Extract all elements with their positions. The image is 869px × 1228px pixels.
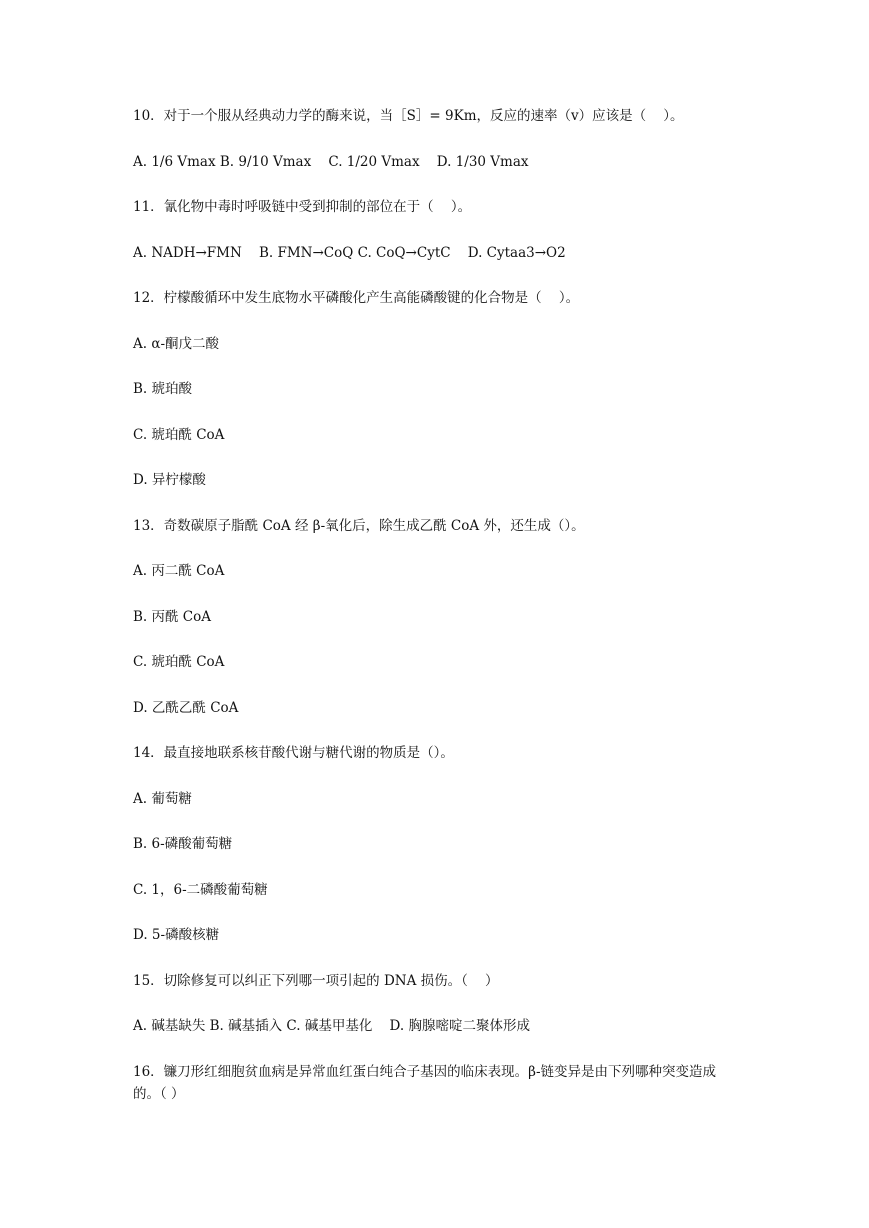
question-12-option-b: B. 琥珀酸 [133,381,193,397]
question-15: 15．切除修复可以纠正下列哪一项引起的 DNA 损伤。（ ） [133,973,499,989]
question-11-options: A. NADH→FMN B. FMN→CoQ C. CoQ→CytC D. Cytaa3→O2 [133,245,566,261]
question-12-option-c: C. 琥珀酰 CoA [133,427,225,443]
question-13: 13．奇数碳原子脂酰 CoA 经 β-氧化后，除生成乙酰 CoA 外，还生成（）。 [133,518,585,534]
question-13-option-a: A. 丙二酰 CoA [133,563,225,579]
question-10: 10．对于一个服从经典动力学的酶来说，当［S］= 9Km，反应的速率（v）应该是（ ）。 [133,108,684,124]
question-14-option-a: A. 葡萄糖 [133,791,192,807]
question-12-option-a: A. α-酮戊二酸 [133,336,220,352]
question-14-option-d: D. 5-磷酸核糖 [133,927,220,943]
question-16: 16．镰刀形红细胞贫血病是异常血红蛋白纯合子基因的临床表现。β-链变异是由下列哪种突变造成的。（ ） [133,1064,717,1102]
question-14-option-b: B. 6-磷酸葡萄糖 [133,836,233,852]
question-13-option-b: B. 丙酰 CoA [133,609,212,625]
question-13-option-c: C. 琥珀酰 CoA [133,654,225,670]
question-12-option-d: D. 异柠檬酸 [133,472,206,488]
question-14: 14．最直接地联系核苷酸代谢与糖代谢的物质是（）。 [133,745,454,761]
question-11: 11．氰化物中毒时呼吸链中受到抑制的部位在于（ ）。 [133,199,472,215]
question-12: 12．柠檬酸循环中发生底物水平磷酸化产生高能磷酸键的化合物是（ ）。 [133,290,580,306]
question-15-options: A. 碱基缺失 B. 碱基插入 C. 碱基甲基化 D. 胸腺嘧啶二聚体形成 [133,1018,530,1034]
question-14-option-c: C. 1，6-二磷酸葡萄糖 [133,882,268,898]
question-13-option-d: D. 乙酰乙酰 CoA [133,700,239,716]
question-10-options: A. 1/6 Vmax B. 9/10 Vmax C. 1/20 Vmax D. 1/30 Vmax [133,154,529,170]
